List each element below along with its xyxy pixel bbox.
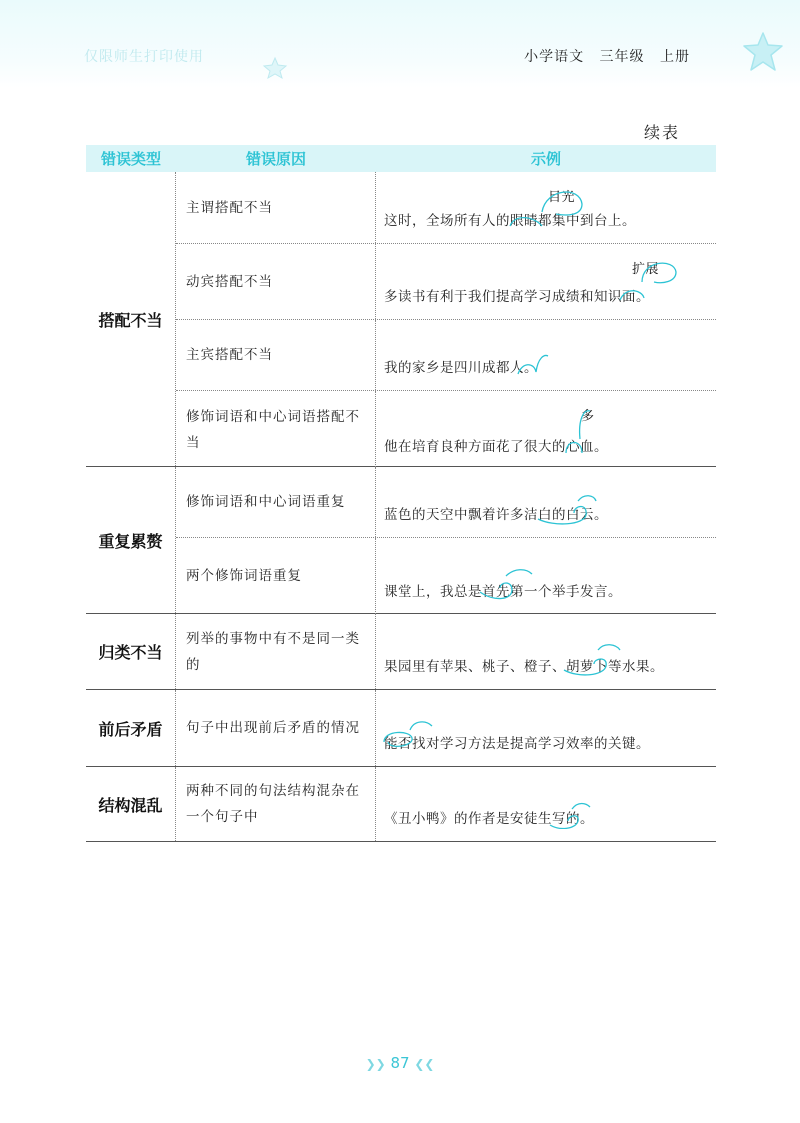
row-reason: 主宾搭配不当: [176, 320, 376, 390]
table-group: [86, 767, 716, 842]
row-example: [376, 538, 716, 614]
table-group: [86, 467, 716, 614]
table-group: [86, 690, 716, 767]
correction-mark-icon: [614, 252, 694, 302]
table-row: [176, 614, 716, 689]
chevron-right-icon: ❯❯: [365, 1057, 386, 1071]
correction-mark-icon: [534, 485, 604, 525]
error-type-table: [86, 145, 716, 842]
example-text: 这时，全场所有人的眼睛都集中到台上。: [384, 213, 636, 229]
table-row: [176, 391, 716, 469]
header-band: [0, 0, 800, 88]
watermark: 仅限师生打印使用: [84, 49, 204, 65]
table-group: [86, 172, 716, 467]
row-example: [376, 767, 716, 841]
correction-annotation: 扩展: [632, 262, 660, 277]
correction-mark-icon: [560, 636, 630, 676]
row-reason: 两种不同的句法结构混杂在一个句子中: [176, 767, 376, 841]
correction-annotation: 多: [581, 409, 595, 424]
row-example: [376, 320, 716, 390]
group-type-label: 搭配不当: [86, 172, 176, 466]
row-reason: 句子中出现前后矛盾的情况: [176, 690, 376, 766]
book-title: 小学语文 三年级 上册: [524, 49, 690, 65]
chevron-left-icon: ❮❮: [414, 1057, 435, 1071]
correction-mark-icon: [546, 793, 596, 829]
table-row: [176, 320, 716, 391]
row-example: [376, 614, 716, 689]
example-text: 课堂上，我总是首先第一个举手发言。: [384, 584, 622, 600]
correction-mark-icon: [514, 340, 554, 380]
column-header-type: 错误类型: [100, 150, 161, 168]
table-row: [176, 244, 716, 320]
column-header-reason: 错误原因: [245, 150, 306, 168]
row-reason: 两个修饰词语重复: [176, 538, 376, 614]
star-decoration-icon: [262, 56, 288, 80]
row-example: [376, 690, 716, 766]
row-reason: 修饰词语和中心词语搭配不当: [176, 391, 376, 469]
example-text: 他在培育良种方面花了很大的心血。: [384, 439, 608, 455]
correction-annotation: 目光: [548, 190, 576, 205]
group-type-label: 前后矛盾: [86, 690, 176, 766]
star-decoration-icon: [740, 30, 786, 74]
column-header-example: 示例: [530, 150, 561, 168]
correction-mark-icon: [560, 399, 600, 459]
example-text: 我的家乡是四川成都人。: [384, 360, 538, 376]
continued-table-label: 续表: [643, 123, 680, 142]
row-reason: 动宾搭配不当: [176, 244, 376, 319]
table-group: [86, 614, 716, 690]
group-type-label: 重复累赘: [86, 467, 176, 613]
table-row: [176, 467, 716, 538]
row-reason: 列举的事物中有不是同一类的: [176, 614, 376, 689]
correction-mark-icon: [476, 560, 546, 600]
example-text: 《丑小鸭》的作者是安徒生写的。: [384, 811, 594, 827]
page-number: [0, 1054, 800, 1072]
row-reason: 修饰词语和中心词语重复: [176, 467, 376, 537]
example-text: 能否找对学习方法是提高学习效率的关键。: [384, 736, 650, 752]
correction-mark-icon: [506, 182, 586, 232]
correction-mark-icon: [380, 712, 440, 752]
row-reason: 主谓搭配不当: [176, 172, 376, 243]
table-row: [176, 172, 716, 244]
row-example: [376, 467, 716, 537]
table-row: [176, 767, 716, 841]
page-number-value: 87: [390, 1054, 410, 1072]
example-text: 多读书有利于我们提高学习成绩和知识面。: [384, 289, 650, 305]
table-row: [176, 538, 716, 614]
row-example: [376, 244, 716, 319]
table-row: [176, 690, 716, 766]
group-type-label: 结构混乱: [86, 767, 176, 841]
table-header: [86, 145, 716, 172]
example-text: 果园里有苹果、桃子、橙子、胡萝卜等水果。: [384, 659, 664, 675]
group-type-label: 归类不当: [86, 614, 176, 689]
row-example: [376, 172, 716, 243]
example-text: 蓝色的天空中飘着许多洁白的白云。: [384, 507, 608, 523]
row-example: [376, 391, 716, 469]
